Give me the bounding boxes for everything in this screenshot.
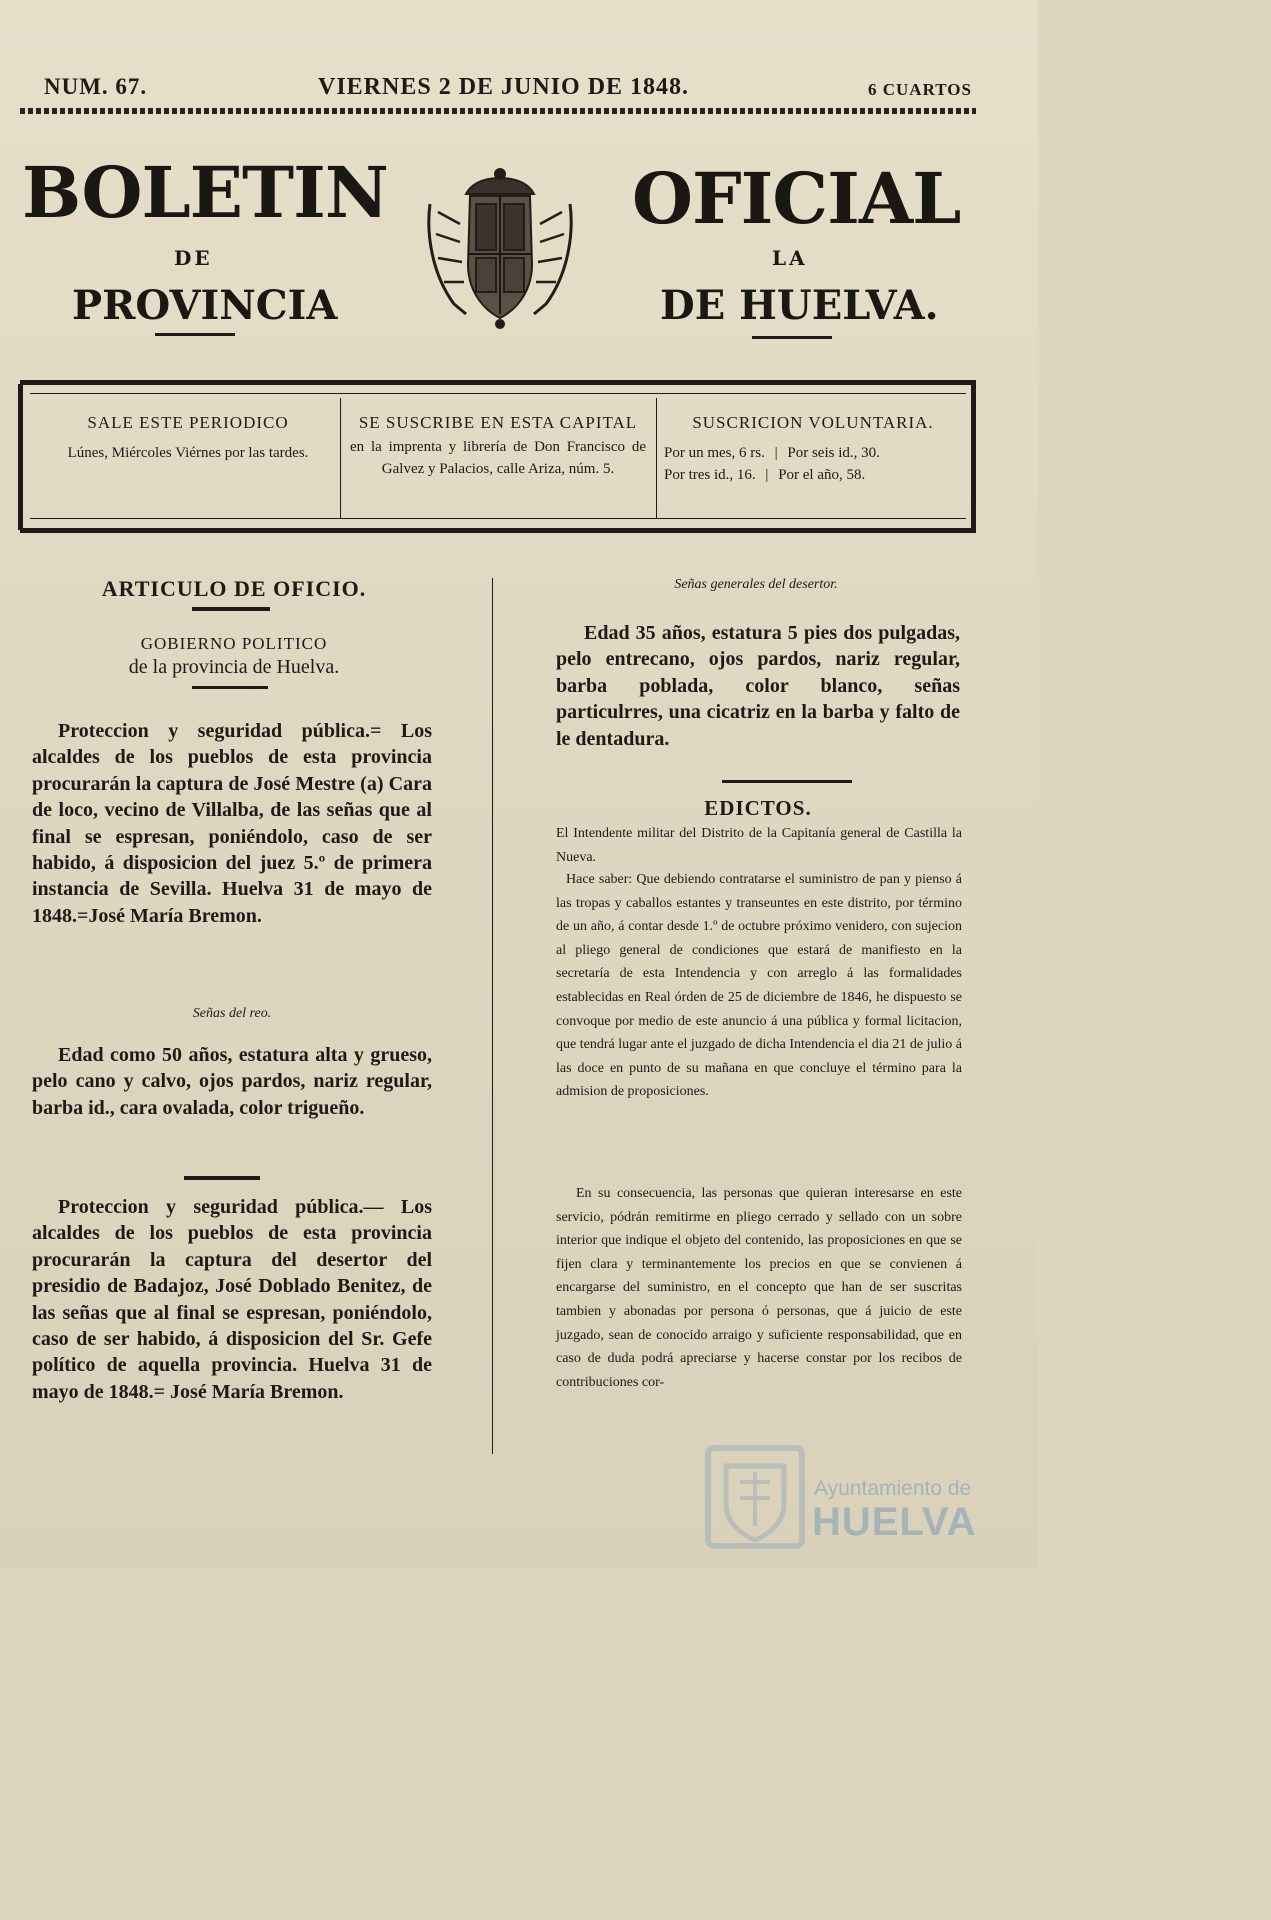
title-rule bbox=[192, 607, 270, 611]
section-rule-left bbox=[184, 1176, 260, 1180]
info-divider-1 bbox=[340, 398, 341, 518]
edictos-rule bbox=[722, 780, 852, 783]
desertor-title: Señas generales del desertor. bbox=[674, 577, 838, 592]
rate-year: Por el año, 58. bbox=[778, 467, 866, 483]
info-col-schedule bbox=[36, 386, 340, 532]
masthead-de: DE bbox=[174, 246, 213, 270]
province-subtitle: de la provincia de Huelva. bbox=[128, 656, 340, 678]
edicto-intro: El Intendente militar del Distrito de la Capitanía general de Castilla la Nueva. bbox=[556, 826, 962, 865]
schedule-title: SALE ESTE PERIODICO bbox=[87, 413, 289, 432]
masthead-rule-left bbox=[155, 333, 235, 336]
notice-mestre: Proteccion y seguridad pública.= Los alcaldes de los pueblos de esta provincia procurarán la captura de José Mestre (a) Cara de loco, vecino de Villalba, de las señas que al final se espresan, poniéndolo, caso de ser habido, á disposicion del juez 5.º de primera instancia de Sevilla. Huelva 31 de mayo de 1848.=José María Bremon. bbox=[32, 720, 432, 927]
masthead-la: LA bbox=[772, 246, 808, 270]
reo-description: Edad como 50 años, estatura alta y grueso, pelo cano y calvo, ojos pardos, nariz regular, barba id., cara ovalada, color trigueño. bbox=[32, 1044, 432, 1119]
edicto-paragraph-1: Hace saber: Que debiendo contratarse el suministro de pan y pienso á las tropas y caballos estantes y transeuntes en este distrito, por término de un año, á contar desde 1.º de octubre próximo venidero, con sujecion al pliego general de condiciones que estará de manifiesto en la secretaría de esta Intendencia y con arreglo á las formalidades establecidas en Real órden de 25 de diciembre de 1846, he dispuesto se convoque por medio de este anuncio á una pública y formal licitacion, que tendrá lugar ante el juzgado de dicha Intendencia el dia 21 de julio á las doce en punto de su mañana en que concluye el término para la admision de proposiciones. bbox=[556, 872, 962, 1100]
gov-subtitle: GOBIERNO POLITICO bbox=[140, 634, 328, 653]
masthead-provincia: PROVINCIA bbox=[72, 282, 338, 329]
masthead-de-huelva: DE HUELVA. bbox=[660, 282, 939, 329]
issue-date: VIERNES 2 DE JUNIO DE 1848. bbox=[318, 74, 690, 100]
box-top-rule bbox=[20, 380, 976, 385]
rate-three-months: Por tres id., 16. bbox=[664, 467, 756, 483]
subscription-title: SE SUSCRIBE EN ESTA CAPITAL bbox=[358, 413, 638, 432]
info-col-subscription bbox=[342, 386, 654, 532]
coat-of-arms-icon bbox=[420, 164, 580, 330]
notice-doblado: Proteccion y seguridad pública.— Los alcaldes de los pueblos de esta provincia procurarán la captura del desertor del presidio de Badajoz, José Doblado Benitez, de las señas que al final se espresan, poniéndolo, caso de ser habido, á disposicion del Sr. Gefe político de aquella provincia. Huelva 31 de mayo de 1848.= José María Bremon. bbox=[32, 1196, 432, 1403]
watermark-seal-icon bbox=[700, 1442, 810, 1552]
issue-number: NUM. 67. bbox=[44, 74, 148, 99]
edictos-title: EDICTOS. bbox=[704, 796, 812, 820]
reo-title: Señas del reo. bbox=[192, 1006, 272, 1021]
column-divider bbox=[492, 578, 493, 1454]
info-divider-2 bbox=[656, 398, 657, 518]
rate-row-2: Por tres id., 16. | Por el año, 58. bbox=[664, 467, 866, 483]
masthead-boletin: BOLETIN bbox=[22, 151, 388, 234]
watermark-text-1: Ayuntamiento de bbox=[814, 1477, 972, 1500]
masthead-rule-right bbox=[752, 336, 832, 339]
article-title: ARTICULO DE OFICIO. bbox=[101, 576, 367, 601]
header-rule bbox=[20, 108, 976, 114]
info-col-rates bbox=[658, 386, 968, 532]
subscription-text: en la imprenta y librería de Don Francisco de Galvez y Palacios, calle Ariza, núm. 5. bbox=[350, 439, 646, 477]
schedule-text: Lúnes, Miércoles Viérnes por las tardes. bbox=[67, 445, 309, 461]
watermark-text-2: HUELVA bbox=[812, 1500, 977, 1544]
rate-six-months: Por seis id., 30. bbox=[787, 445, 880, 461]
info-box bbox=[20, 386, 974, 532]
issue-price: 6 CUARTOS bbox=[868, 80, 972, 99]
rate-month: Por un mes, 6 rs. bbox=[664, 445, 765, 461]
masthead-oficial: OFICIAL bbox=[632, 157, 961, 240]
edicto-paragraph-2: En su consecuencia, las personas que quieran interesarse en este servicio, pódrán remitirme en pliego cerrado y sellado con un sobre interior que indique el objeto del contenido, las proposiciones en que se fijen clara y terminantemente los precios en que se convienen á encargarse del suministro, en el concepto que han de ser suscritas tambien y abonadas por persona ó personas, que á juicio de este juzgado, sean de conocido arraigo y suficiente responsabilidad, que en caso de duda podrá apreciarse y hacerse constar por los recibos de contribuciones cor- bbox=[556, 1186, 962, 1390]
rate-row-1: Por un mes, 6 rs. | Por seis id., 30. bbox=[664, 445, 880, 461]
subtitle-rule bbox=[192, 686, 268, 689]
rates-title: SUSCRICION VOLUNTARIA. bbox=[692, 413, 934, 432]
desertor-description: Edad 35 años, estatura 5 pies dos pulgadas, pelo entrecano, ojos pardos, nariz regular, barba poblada, color blanco, señas particulrres, una cicatriz en la barba y falto de le dentadura. bbox=[556, 622, 960, 750]
